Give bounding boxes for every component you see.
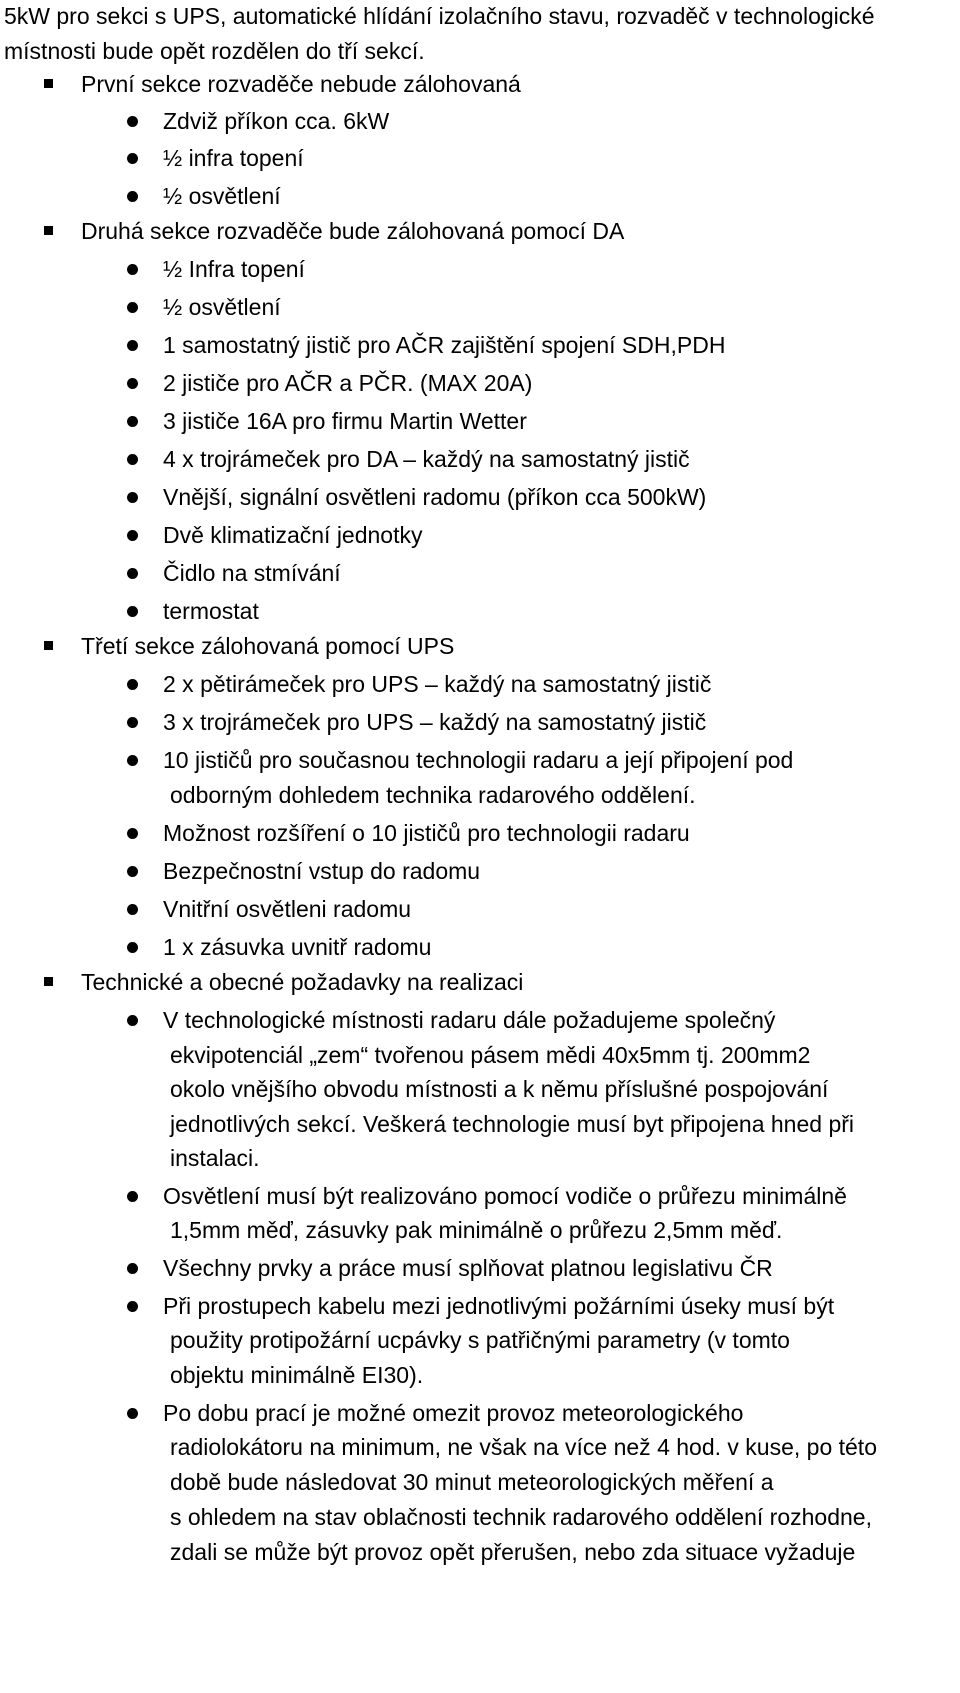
list-item: V technologické místnosti radaru dále požadujeme společný — [163, 1007, 776, 1033]
list-item: 3 x trojrámeček pro UPS – každý na samostatný jistič — [163, 709, 707, 735]
round-bullet-icon — [127, 1263, 138, 1274]
square-bullet-icon — [44, 641, 53, 650]
section-title: První sekce rozvaděče nebude zálohovaná — [81, 71, 521, 97]
round-bullet-icon — [127, 904, 138, 915]
list-item: 3 jističe 16A pro firmu Martin Wetter — [163, 408, 527, 434]
list-item-continuation: instalaci. — [170, 1145, 260, 1171]
list-item: Dvě klimatizační jednotky — [163, 522, 423, 548]
square-bullet-icon — [44, 226, 53, 235]
round-bullet-icon — [127, 378, 138, 389]
round-bullet-icon — [127, 302, 138, 313]
list-item-continuation: s ohledem na stav oblačnosti technik radarového oddělení rozhodne, — [170, 1504, 872, 1530]
round-bullet-icon — [127, 116, 138, 127]
list-item: 10 jističů pro současnou technologii radaru a její připojení pod — [163, 747, 794, 773]
list-item-continuation: použity protipožární ucpávky s patřičnými parametry (v tomto — [170, 1327, 790, 1353]
list-item: Po dobu prací je možné omezit provoz meteorologického — [163, 1400, 744, 1426]
list-item: 1 x zásuvka uvnitř radomu — [163, 934, 432, 960]
list-item-continuation: objektu minimálně EI30). — [170, 1362, 424, 1388]
round-bullet-icon — [127, 416, 138, 427]
list-item-continuation: radiolokátoru na minimum, ne však na více než 4 hod. v kuse, po této — [170, 1434, 877, 1460]
round-bullet-icon — [127, 828, 138, 839]
list-item-continuation: odborným dohledem technika radarového oddělení. — [170, 782, 696, 808]
square-bullet-icon — [44, 79, 53, 88]
round-bullet-icon — [127, 717, 138, 728]
list-item-continuation: zdali se může být provoz opět přerušen, nebo zda situace vyžaduje — [170, 1539, 856, 1565]
list-item: Zdviž příkon cca. 6kW — [163, 108, 390, 134]
round-bullet-icon — [127, 606, 138, 617]
list-item: Možnost rozšíření o 10 jističů pro technologii radaru — [163, 820, 690, 846]
round-bullet-icon — [127, 264, 138, 275]
list-item-continuation: době bude následovat 30 minut meteorologických měření a — [170, 1469, 774, 1495]
intro-line: 5kW pro sekci s UPS, automatické hlídání izolačního stavu, rozvaděč v technologické — [4, 3, 875, 29]
section-title: Třetí sekce zálohovaná pomocí UPS — [81, 633, 455, 659]
section-title: Druhá sekce rozvaděče bude zálohovaná pomocí DA — [81, 218, 625, 244]
list-item: ½ Infra topení — [163, 256, 305, 282]
list-item: Vnitřní osvětleni radomu — [163, 896, 412, 922]
round-bullet-icon — [127, 755, 138, 766]
round-bullet-icon — [127, 530, 138, 541]
list-item: termostat — [163, 598, 259, 624]
list-item-continuation: okolo vnějšího obvodu místnosti a k němu příslušné pospojování — [170, 1076, 829, 1102]
list-item: ½ osvětlení — [163, 183, 281, 209]
list-item: Všechny prvky a práce musí splňovat platnou legislativu ČR — [163, 1255, 773, 1281]
list-item: Bezpečnostní vstup do radomu — [163, 858, 481, 884]
square-bullet-icon — [44, 977, 53, 986]
list-item: 1 samostatný jistič pro AČR zajištění spojení SDH,PDH — [163, 332, 726, 358]
intro-line: místnosti bude opět rozdělen do tří sekcí. — [4, 38, 425, 64]
round-bullet-icon — [127, 1301, 138, 1312]
round-bullet-icon — [127, 942, 138, 953]
list-item-continuation: 1,5mm měď, zásuvky pak minimálně o průřezu 2,5mm měď. — [170, 1217, 783, 1243]
list-item: 2 jističe pro AČR a PČR. (MAX 20A) — [163, 370, 533, 396]
list-item: Vnější, signální osvětleni radomu (příkon cca 500kW) — [163, 484, 707, 510]
list-item: ½ infra topení — [163, 145, 304, 171]
round-bullet-icon — [127, 1015, 138, 1026]
round-bullet-icon — [127, 679, 138, 690]
list-item: 4 x trojrámeček pro DA – každý na samostatný jistič — [163, 446, 690, 472]
section-title: Technické a obecné požadavky na realizaci — [81, 969, 524, 995]
list-item: Osvětlení musí být realizováno pomocí vodiče o průřezu minimálně — [163, 1183, 847, 1209]
list-item: 2 x pětirámeček pro UPS – každý na samostatný jistič — [163, 671, 712, 697]
round-bullet-icon — [127, 568, 138, 579]
round-bullet-icon — [127, 191, 138, 202]
list-item: Čidlo na stmívání — [163, 560, 341, 586]
round-bullet-icon — [127, 340, 138, 351]
list-item-continuation: jednotlivých sekcí. Veškerá technologie musí byt připojena hned při — [170, 1111, 855, 1137]
list-item: ½ osvětlení — [163, 294, 281, 320]
round-bullet-icon — [127, 492, 138, 503]
round-bullet-icon — [127, 153, 138, 164]
round-bullet-icon — [127, 454, 138, 465]
round-bullet-icon — [127, 866, 138, 877]
round-bullet-icon — [127, 1408, 138, 1419]
list-item: Při prostupech kabelu mezi jednotlivými požárními úseky musí být — [163, 1293, 835, 1319]
round-bullet-icon — [127, 1191, 138, 1202]
list-item-continuation: ekvipotenciál „zem“ tvořenou pásem mědi 40x5mm tj. 200mm2 — [170, 1042, 811, 1068]
